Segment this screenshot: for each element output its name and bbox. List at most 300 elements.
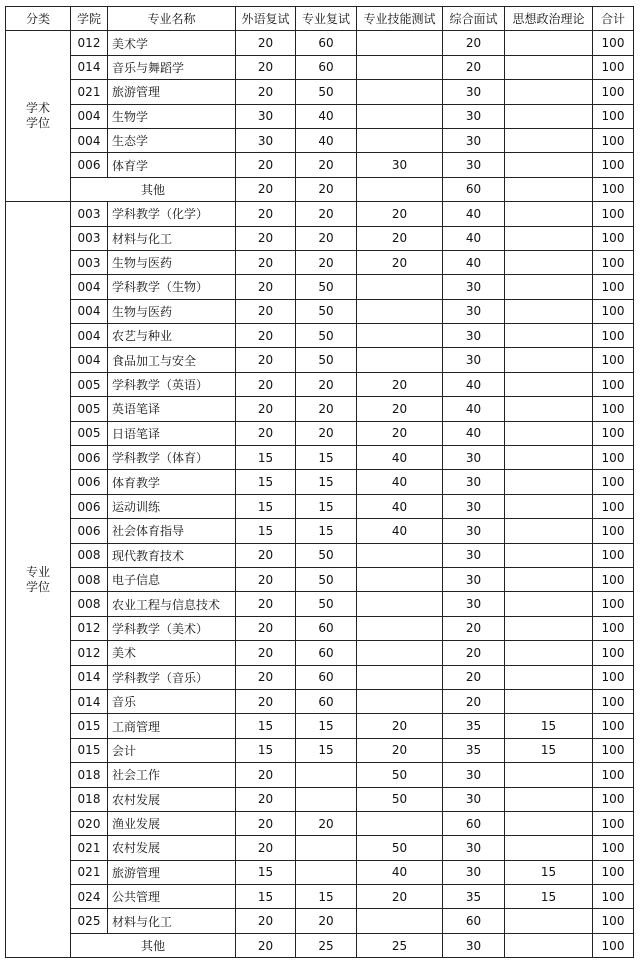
foreign-language-cell: 20 — [236, 250, 296, 274]
politics-cell — [505, 80, 593, 104]
total-cell: 100 — [593, 470, 634, 494]
major-name-cell: 公共管理 — [108, 885, 236, 909]
total-cell: 100 — [593, 689, 634, 713]
politics-cell — [505, 226, 593, 250]
major-name-cell: 会计 — [108, 738, 236, 762]
politics-cell — [505, 324, 593, 348]
professional-retest-cell: 50 — [296, 80, 357, 104]
table-row — [6, 811, 634, 835]
skill-test-cell: 20 — [357, 738, 443, 762]
table-row — [6, 519, 634, 543]
skill-test-cell — [357, 104, 443, 128]
total-cell: 100 — [593, 738, 634, 762]
major-name-cell: 音乐 — [108, 689, 236, 713]
skill-test-cell — [357, 616, 443, 640]
major-name-cell: 生物与医药 — [108, 299, 236, 323]
interview-cell: 30 — [443, 128, 505, 152]
politics-cell — [505, 616, 593, 640]
interview-cell: 30 — [443, 592, 505, 616]
foreign-language-cell: 30 — [236, 128, 296, 152]
politics-cell — [505, 543, 593, 567]
politics-cell — [505, 787, 593, 811]
professional-retest-cell: 60 — [296, 665, 357, 689]
interview-cell: 20 — [443, 689, 505, 713]
table-row — [6, 250, 634, 274]
college-cell: 014 — [71, 665, 108, 689]
skill-test-cell: 20 — [357, 202, 443, 226]
politics-cell: 15 — [505, 860, 593, 884]
interview-cell: 30 — [443, 933, 505, 957]
major-name-cell: 社会体育指导 — [108, 519, 236, 543]
major-name-cell: 运动训练 — [108, 494, 236, 518]
total-cell: 100 — [593, 665, 634, 689]
total-cell: 100 — [593, 299, 634, 323]
header-college: 学院 — [71, 7, 108, 31]
politics-cell — [505, 567, 593, 591]
interview-cell: 40 — [443, 372, 505, 396]
interview-cell: 35 — [443, 885, 505, 909]
professional-retest-cell: 20 — [296, 250, 357, 274]
category-label: 学位 — [25, 116, 50, 131]
professional-retest-cell: 20 — [296, 202, 357, 226]
table-row — [6, 787, 634, 811]
foreign-language-cell: 20 — [236, 689, 296, 713]
total-cell: 100 — [593, 909, 634, 933]
major-name-cell: 渔业发展 — [108, 811, 236, 835]
professional-retest-cell: 50 — [296, 567, 357, 591]
professional-retest-cell: 50 — [296, 543, 357, 567]
category-cell — [6, 31, 71, 202]
major-name-cell: 学科教学（生物） — [108, 275, 236, 299]
interview-cell: 20 — [443, 31, 505, 55]
major-name-cell: 现代教育技术 — [108, 543, 236, 567]
professional-retest-cell: 15 — [296, 446, 357, 470]
foreign-language-cell: 20 — [236, 836, 296, 860]
foreign-language-cell: 20 — [236, 372, 296, 396]
total-cell: 100 — [593, 714, 634, 738]
politics-cell — [505, 31, 593, 55]
major-name-cell: 材料与化工 — [108, 226, 236, 250]
politics-cell — [505, 446, 593, 470]
skill-test-cell: 50 — [357, 787, 443, 811]
interview-cell: 60 — [443, 909, 505, 933]
header-major-name: 专业名称 — [108, 7, 236, 31]
politics-cell — [505, 348, 593, 372]
college-cell: 006 — [71, 446, 108, 470]
skill-test-cell: 20 — [357, 885, 443, 909]
interview-cell: 20 — [443, 616, 505, 640]
college-cell: 006 — [71, 494, 108, 518]
total-cell: 100 — [593, 494, 634, 518]
total-cell: 100 — [593, 226, 634, 250]
college-cell: 004 — [71, 348, 108, 372]
total-cell: 100 — [593, 446, 634, 470]
total-cell: 100 — [593, 397, 634, 421]
college-cell: 025 — [71, 909, 108, 933]
college-cell: 008 — [71, 567, 108, 591]
professional-retest-cell — [296, 860, 357, 884]
major-name-cell: 社会工作 — [108, 763, 236, 787]
politics-cell — [505, 811, 593, 835]
major-name-cell: 食品加工与安全 — [108, 348, 236, 372]
professional-retest-cell: 20 — [296, 811, 357, 835]
major-name-cell: 体育学 — [108, 153, 236, 177]
total-cell: 100 — [593, 787, 634, 811]
foreign-language-cell: 20 — [236, 177, 296, 201]
table-row — [6, 299, 634, 323]
table-row — [6, 55, 634, 79]
politics-cell — [505, 299, 593, 323]
politics-cell — [505, 641, 593, 665]
table-row — [6, 372, 634, 396]
total-cell: 100 — [593, 933, 634, 957]
professional-retest-cell: 20 — [296, 226, 357, 250]
foreign-language-cell: 20 — [236, 567, 296, 591]
college-cell: 015 — [71, 714, 108, 738]
foreign-language-cell: 20 — [236, 933, 296, 957]
major-name-cell: 农业工程与信息技术 — [108, 592, 236, 616]
college-cell: 004 — [71, 128, 108, 152]
table-row — [6, 641, 634, 665]
interview-cell: 40 — [443, 397, 505, 421]
college-cell: 014 — [71, 55, 108, 79]
major-name-cell: 农村发展 — [108, 836, 236, 860]
header-skill-test: 专业技能测试 — [357, 7, 443, 31]
major-name-cell: 电子信息 — [108, 567, 236, 591]
major-name-cell: 学科教学（体育） — [108, 446, 236, 470]
total-cell: 100 — [593, 250, 634, 274]
professional-retest-cell: 15 — [296, 738, 357, 762]
other-label-cell: 其他 — [71, 933, 236, 957]
total-cell: 100 — [593, 421, 634, 445]
foreign-language-cell: 20 — [236, 299, 296, 323]
college-cell: 004 — [71, 299, 108, 323]
table-row — [6, 885, 634, 909]
category-label: 专业 — [25, 564, 50, 579]
total-cell: 100 — [593, 763, 634, 787]
politics-cell — [505, 372, 593, 396]
politics-cell — [505, 763, 593, 787]
interview-cell: 30 — [443, 519, 505, 543]
skill-test-cell: 50 — [357, 763, 443, 787]
foreign-language-cell: 15 — [236, 494, 296, 518]
table-row — [6, 763, 634, 787]
skill-test-cell — [357, 177, 443, 201]
major-name-cell: 日语笔译 — [108, 421, 236, 445]
politics-cell — [505, 519, 593, 543]
header-total: 合计 — [593, 7, 634, 31]
foreign-language-cell: 15 — [236, 738, 296, 762]
header-row — [6, 7, 634, 31]
total-cell: 100 — [593, 543, 634, 567]
politics-cell — [505, 909, 593, 933]
skill-test-cell: 40 — [357, 519, 443, 543]
professional-retest-cell: 50 — [296, 299, 357, 323]
table-row — [6, 689, 634, 713]
skill-test-cell — [357, 55, 443, 79]
table-row — [6, 592, 634, 616]
professional-retest-cell: 50 — [296, 275, 357, 299]
interview-cell: 30 — [443, 470, 505, 494]
college-cell: 008 — [71, 543, 108, 567]
total-cell: 100 — [593, 592, 634, 616]
major-name-cell: 农村发展 — [108, 787, 236, 811]
professional-retest-cell: 15 — [296, 714, 357, 738]
college-cell: 005 — [71, 372, 108, 396]
college-cell: 012 — [71, 616, 108, 640]
major-name-cell: 材料与化工 — [108, 909, 236, 933]
major-name-cell: 生物与医药 — [108, 250, 236, 274]
college-cell: 003 — [71, 226, 108, 250]
politics-cell: 15 — [505, 738, 593, 762]
table-row — [6, 836, 634, 860]
professional-retest-cell: 40 — [296, 128, 357, 152]
foreign-language-cell: 20 — [236, 665, 296, 689]
interview-cell: 30 — [443, 494, 505, 518]
major-name-cell: 美术 — [108, 641, 236, 665]
total-cell: 100 — [593, 55, 634, 79]
skill-test-cell: 20 — [357, 372, 443, 396]
professional-retest-cell: 50 — [296, 324, 357, 348]
interview-cell: 30 — [443, 153, 505, 177]
politics-cell — [505, 397, 593, 421]
interview-cell: 35 — [443, 714, 505, 738]
interview-cell: 30 — [443, 860, 505, 884]
professional-retest-cell: 20 — [296, 372, 357, 396]
skill-test-cell: 20 — [357, 421, 443, 445]
college-cell: 021 — [71, 80, 108, 104]
politics-cell — [505, 128, 593, 152]
professional-retest-cell: 60 — [296, 616, 357, 640]
college-cell: 008 — [71, 592, 108, 616]
professional-retest-cell: 15 — [296, 494, 357, 518]
table-row — [6, 665, 634, 689]
politics-cell — [505, 592, 593, 616]
professional-retest-cell: 60 — [296, 689, 357, 713]
interview-cell: 30 — [443, 348, 505, 372]
college-cell: 021 — [71, 836, 108, 860]
college-cell: 018 — [71, 787, 108, 811]
table-row — [6, 714, 634, 738]
skill-test-cell: 30 — [357, 153, 443, 177]
college-cell: 012 — [71, 641, 108, 665]
politics-cell: 15 — [505, 714, 593, 738]
major-name-cell: 学科教学（美术） — [108, 616, 236, 640]
table-row — [6, 860, 634, 884]
table-row — [6, 909, 634, 933]
total-cell: 100 — [593, 811, 634, 835]
foreign-language-cell: 30 — [236, 104, 296, 128]
header-category: 分类 — [6, 7, 71, 31]
table-row — [6, 543, 634, 567]
table-row — [6, 446, 634, 470]
table-row — [6, 397, 634, 421]
interview-cell: 30 — [443, 543, 505, 567]
major-name-cell: 学科教学（英语） — [108, 372, 236, 396]
total-cell: 100 — [593, 202, 634, 226]
foreign-language-cell: 20 — [236, 226, 296, 250]
interview-cell: 40 — [443, 202, 505, 226]
score-weight-table — [5, 6, 634, 958]
politics-cell — [505, 55, 593, 79]
total-cell: 100 — [593, 275, 634, 299]
other-label-cell: 其他 — [71, 177, 236, 201]
other-row — [6, 933, 634, 957]
foreign-language-cell: 15 — [236, 470, 296, 494]
major-name-cell: 体育教学 — [108, 470, 236, 494]
skill-test-cell — [357, 665, 443, 689]
interview-cell: 30 — [443, 275, 505, 299]
skill-test-cell — [357, 299, 443, 323]
professional-retest-cell — [296, 763, 357, 787]
politics-cell — [505, 275, 593, 299]
total-cell: 100 — [593, 31, 634, 55]
interview-cell: 40 — [443, 250, 505, 274]
foreign-language-cell: 20 — [236, 421, 296, 445]
foreign-language-cell: 15 — [236, 885, 296, 909]
major-name-cell: 生态学 — [108, 128, 236, 152]
table-row — [6, 567, 634, 591]
table-row — [6, 128, 634, 152]
table-row — [6, 104, 634, 128]
interview-cell: 40 — [443, 226, 505, 250]
professional-retest-cell — [296, 787, 357, 811]
skill-test-cell: 20 — [357, 714, 443, 738]
politics-cell: 15 — [505, 885, 593, 909]
table-row — [6, 153, 634, 177]
foreign-language-cell: 20 — [236, 31, 296, 55]
major-name-cell: 音乐与舞蹈学 — [108, 55, 236, 79]
politics-cell — [505, 665, 593, 689]
foreign-language-cell: 15 — [236, 714, 296, 738]
total-cell: 100 — [593, 324, 634, 348]
skill-test-cell: 20 — [357, 397, 443, 421]
college-cell: 018 — [71, 763, 108, 787]
foreign-language-cell: 20 — [236, 787, 296, 811]
total-cell: 100 — [593, 104, 634, 128]
skill-test-cell: 20 — [357, 250, 443, 274]
professional-retest-cell: 15 — [296, 470, 357, 494]
total-cell: 100 — [593, 128, 634, 152]
professional-retest-cell: 20 — [296, 909, 357, 933]
total-cell: 100 — [593, 567, 634, 591]
college-cell: 005 — [71, 397, 108, 421]
foreign-language-cell: 20 — [236, 153, 296, 177]
interview-cell: 60 — [443, 177, 505, 201]
skill-test-cell: 40 — [357, 494, 443, 518]
foreign-language-cell: 20 — [236, 348, 296, 372]
major-name-cell: 学科教学（音乐） — [108, 665, 236, 689]
professional-retest-cell: 60 — [296, 641, 357, 665]
interview-cell: 30 — [443, 299, 505, 323]
table-row — [6, 470, 634, 494]
total-cell: 100 — [593, 885, 634, 909]
other-row — [6, 177, 634, 201]
professional-retest-cell: 50 — [296, 592, 357, 616]
table-row — [6, 348, 634, 372]
college-cell: 015 — [71, 738, 108, 762]
politics-cell — [505, 153, 593, 177]
total-cell: 100 — [593, 641, 634, 665]
college-cell: 024 — [71, 885, 108, 909]
interview-cell: 30 — [443, 80, 505, 104]
total-cell: 100 — [593, 519, 634, 543]
politics-cell — [505, 177, 593, 201]
skill-test-cell — [357, 128, 443, 152]
skill-test-cell — [357, 324, 443, 348]
college-cell: 003 — [71, 250, 108, 274]
total-cell: 100 — [593, 348, 634, 372]
major-name-cell: 工商管理 — [108, 714, 236, 738]
professional-retest-cell: 60 — [296, 55, 357, 79]
professional-retest-cell: 15 — [296, 885, 357, 909]
interview-cell: 30 — [443, 567, 505, 591]
politics-cell — [505, 933, 593, 957]
college-cell: 004 — [71, 104, 108, 128]
skill-test-cell — [357, 567, 443, 591]
professional-retest-cell: 20 — [296, 177, 357, 201]
college-cell: 004 — [71, 275, 108, 299]
major-name-cell: 生物学 — [108, 104, 236, 128]
interview-cell: 30 — [443, 324, 505, 348]
foreign-language-cell: 20 — [236, 592, 296, 616]
foreign-language-cell: 20 — [236, 909, 296, 933]
college-cell: 005 — [71, 421, 108, 445]
table-row — [6, 275, 634, 299]
skill-test-cell: 40 — [357, 470, 443, 494]
skill-test-cell — [357, 80, 443, 104]
interview-cell: 30 — [443, 104, 505, 128]
interview-cell: 30 — [443, 446, 505, 470]
total-cell: 100 — [593, 153, 634, 177]
table-body — [6, 31, 634, 958]
foreign-language-cell: 15 — [236, 860, 296, 884]
professional-retest-cell: 15 — [296, 519, 357, 543]
major-name-cell: 英语笔译 — [108, 397, 236, 421]
header-interview: 综合面试 — [443, 7, 505, 31]
table-row — [6, 324, 634, 348]
table-row — [6, 421, 634, 445]
header-politics: 思想政治理论 — [505, 7, 593, 31]
foreign-language-cell: 20 — [236, 397, 296, 421]
foreign-language-cell: 20 — [236, 811, 296, 835]
skill-test-cell: 20 — [357, 226, 443, 250]
skill-test-cell: 40 — [357, 860, 443, 884]
skill-test-cell — [357, 543, 443, 567]
foreign-language-cell: 20 — [236, 763, 296, 787]
professional-retest-cell: 60 — [296, 31, 357, 55]
header-foreign-language: 外语复试 — [236, 7, 296, 31]
category-cell — [6, 202, 71, 958]
politics-cell — [505, 494, 593, 518]
interview-cell: 60 — [443, 811, 505, 835]
skill-test-cell: 50 — [357, 836, 443, 860]
interview-cell: 30 — [443, 787, 505, 811]
interview-cell: 30 — [443, 836, 505, 860]
total-cell: 100 — [593, 177, 634, 201]
foreign-language-cell: 20 — [236, 55, 296, 79]
table-row — [6, 226, 634, 250]
skill-test-cell — [357, 31, 443, 55]
skill-test-cell — [357, 689, 443, 713]
college-cell: 020 — [71, 811, 108, 835]
total-cell: 100 — [593, 80, 634, 104]
skill-test-cell — [357, 811, 443, 835]
skill-test-cell: 25 — [357, 933, 443, 957]
total-cell: 100 — [593, 860, 634, 884]
major-name-cell: 美术学 — [108, 31, 236, 55]
college-cell: 006 — [71, 153, 108, 177]
